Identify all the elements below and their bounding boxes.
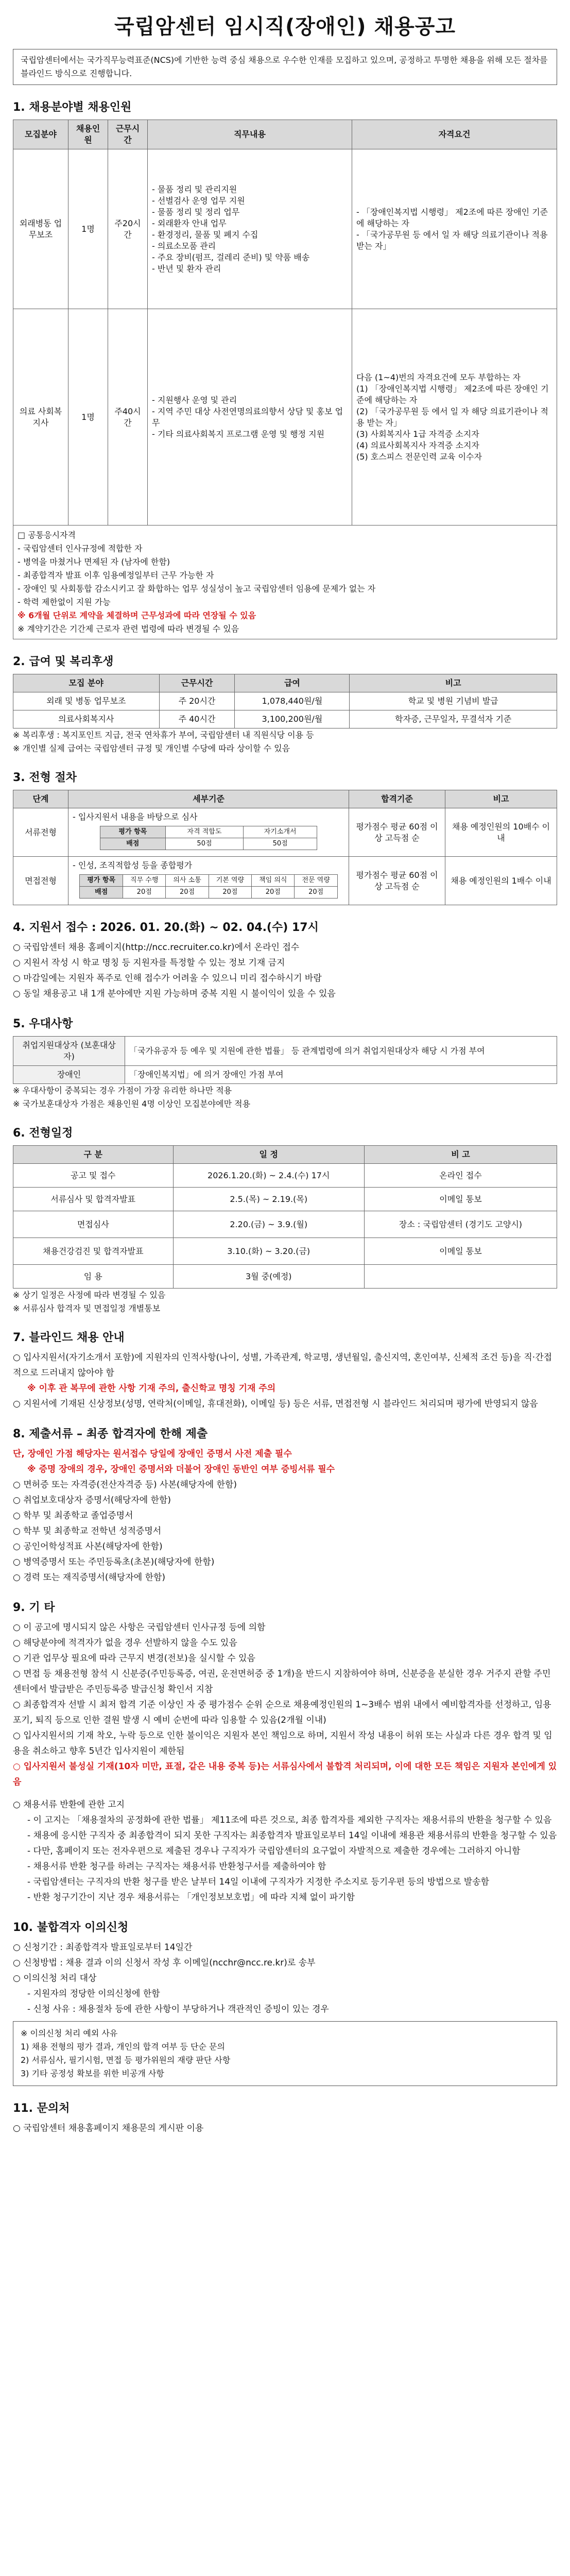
note-line: - 국립암센터 인사규정에 적합한 자 [18, 544, 143, 553]
table-cell: 다음 (1~4)번의 자격요건에 모두 부합하는 자 (1) 「장애인복지법 시행령」 제2조에 따른 장애인 기준에 해당하는 자 (2) 「국가공무원 등 에서 일 자 해당 의료기관이나 적용 받는 자」 (3) 사회복지사 1급 자격증 소지자 (4) 의료사회복지사 자격증 소지자 (5) 호스피스 전문인력 교육 이수자 [352, 309, 557, 526]
mini-cell: 평가 항목 [80, 875, 123, 887]
note-line: ※ 국가보훈대상자 가점은 채용인원 4명 이상인 모집분야에만 적용 [13, 1099, 251, 1109]
mini-cell: 배점 [80, 887, 123, 899]
detail-text: - 입사지원서 내용을 바탕으로 심사 [73, 812, 198, 822]
list-item: ○ 국립암센터 채용 홈페이지(http://ncc.recruiter.co.kr)에서 온라인 접수 [13, 942, 300, 953]
table-cell: 3월 중(예정) [173, 1265, 364, 1289]
list-item: ○ 이 공고에 명시되지 않은 사항은 국립암센터 인사규정 등에 의함 [13, 1622, 266, 1633]
section-11-title: 11. 문의처 [13, 2102, 70, 2115]
warning-text: 단, 장애인 가점 해당자는 원서접수 당일에 장애인 증명서 사전 제출 필수 [13, 1449, 292, 1459]
mini-cell: 50점 [165, 838, 243, 850]
note-line: ※ 서류심사 합격자 및 면접일정 개별통보 [13, 1303, 161, 1313]
list-item: ○ 병역증명서 또는 주민등록초(초본)(해당자에 한함) [13, 1557, 215, 1567]
mini-cell: 배점 [100, 838, 165, 850]
section-1-title: 1. 채용분야별 채용인원 [13, 101, 132, 114]
col-header: 구 분 [13, 1146, 174, 1164]
table-cell: - 지원행사 운영 및 관리 - 지역 주민 대상 사전연명의료의향서 상담 및 홍보 업무 - 기타 의료사회복지 프로그램 운영 및 행정 지원 [148, 309, 352, 526]
list-item: ○ 기관 업무상 필요에 따라 근무지 변경(전보)을 실시할 수 있음 [13, 1653, 255, 1664]
mini-cell: 의사 소통 [166, 875, 209, 887]
intro-box: 국립암센터에서는 국가직무능력표준(NCS)에 기반한 능력 중심 채용으로 우수한 인재를 모집하고 있으며, 공정하고 투명한 채용을 위해 모든 절차를 블라인드 방식으로 진행합니다. [13, 49, 557, 85]
col-header: 채용인원 [68, 120, 108, 149]
table-cell: 장애인 [13, 1066, 125, 1084]
col-header: 단계 [13, 790, 68, 808]
table-cell: 「장애인복지법」에 의거 장애인 가점 부여 [125, 1066, 557, 1084]
table-cell: 주 20시간 [159, 692, 235, 710]
list-item: - 반환 청구기간이 지난 경우 채용서류는 「개인정보보호법」에 따라 지체 없이 파기함 [27, 1892, 355, 1903]
table-cell: 서류전형 [13, 808, 68, 857]
table-cell: 이메일 통보 [364, 1188, 557, 1211]
schedule-table [13, 1145, 557, 1289]
list-item: ○ 지원서에 기재된 신상정보(성명, 연락처(이메일, 휴대전화), 이메일 등) 등은 서류, 면접전형 시 블라인드 처리되며 평가에 반영되지 않음 [13, 1399, 538, 1409]
col-header: 일 정 [173, 1146, 364, 1164]
table-cell: 1명 [68, 149, 108, 309]
list-item: - 채용서류 반환 청구를 하려는 구직자는 채용서류 반환청구서를 제출하여야 함 [27, 1861, 326, 1872]
warning-text: ※ 증명 장애의 경우, 장애인 증명서와 더불어 장애인 동반인 여부 증빙서류 필수 [27, 1464, 335, 1475]
note-line: ※ 계약기간은 기간제 근로자 관련 법령에 따라 변경될 수 있음 [18, 624, 239, 634]
table-cell: 학교 및 병원 기념비 발급 [350, 692, 557, 710]
list-item: ○ 입사지원서(자기소개서 포함)에 지원자의 인적사항(나이, 성별, 가족관계, 학교명, 생년월일, 출신지역, 혼인여부, 신체적 조건 등)을 직·간접적으로 드러내지 않아야 함 [13, 1352, 552, 1378]
table-cell: - 물품 정리 및 관리지원 - 선별검사 운영 업무 지원 - 물품 정리 및 정리 업무 - 외래환자 안내 업무 - 환경정리, 물품 및 폐지 수집 - 의료소모품 관리 - 주요 장비(펌프, 걸레리 준비) 및 약품 배송 - 반년 및 환자 관리 [148, 149, 352, 309]
box-line: 1) 채용 전형의 평가 결과, 개인의 합격 여부 등 단순 문의 [21, 2042, 225, 2052]
notes-cell [13, 526, 557, 639]
warning-text: ○ 입사지원서 불성실 기재(10자 미만, 표절, 같은 내용 중복 등)는 서류심사에서 불합격 처리되며, 이에 대한 모든 책임은 지원자 본인에게 있음 [13, 1761, 557, 1787]
mini-cell: 20점 [123, 887, 166, 899]
mini-cell: 자기소개서 [244, 826, 317, 838]
col-header: 자격요건 [352, 120, 557, 149]
section-7-title: 7. 블라인드 채용 안내 [13, 1331, 125, 1344]
col-header: 모집 분야 [13, 674, 160, 692]
col-header: 모집분야 [13, 120, 68, 149]
table-cell: 장소 : 국립암센터 (경기도 고양시) [364, 1211, 557, 1238]
table-cell: 의료사회복지사 [13, 710, 160, 728]
mini-cell: 20점 [295, 887, 337, 899]
mini-cell: 전문 역량 [295, 875, 337, 887]
score-table [79, 874, 338, 899]
table-cell: 2026.1.20.(화) ~ 2.4.(수) 17시 [173, 1164, 364, 1188]
col-header: 비고 [350, 674, 557, 692]
mini-cell: 20점 [209, 887, 251, 899]
list-item: ○ 이의신청 처리 대상 [13, 1973, 97, 1984]
table-cell: 2.5.(목) ~ 2.19.(목) [173, 1188, 364, 1211]
table-cell: 이메일 통보 [364, 1238, 557, 1265]
table-cell: 1,078,440원/월 [235, 692, 350, 710]
note-line: - 최종합격자 발표 이후 임용예정일부터 근무 가능한 자 [18, 570, 214, 580]
list-item: - 국립암센터는 구직자의 반환 청구를 받은 날부터 14일 이내에 구직자가 지정한 주소지로 등기우편 등의 방법으로 발송함 [27, 1877, 490, 1887]
table-cell: 공고 및 접수 [13, 1164, 174, 1188]
list-item: - 지원자의 정당한 이의신청에 한함 [27, 1989, 160, 1999]
mini-cell: 20점 [166, 887, 209, 899]
table-cell: 외래 및 병동 업무보조 [13, 692, 160, 710]
list-item: ○ 면허증 또는 자격증(전산자격증 등) 사본(해당자에 한함) [13, 1480, 237, 1490]
list-item: ○ 경력 또는 재직증명서(해당자에 한함) [13, 1572, 166, 1583]
mini-cell: 50점 [244, 838, 317, 850]
note-line: ※ 개인별 실제 급여는 국립암센터 규정 및 개인별 수당에 따라 상이할 수 있음 [13, 743, 290, 753]
section-9-title: 9. 기 타 [13, 1601, 55, 1614]
page-title: 국립암센터 임시직(장애인) 채용공고 [114, 15, 456, 39]
section-8-title: 8. 제출서류 – 최종 합격자에 한해 제출 [13, 1428, 208, 1440]
list-item: - 채용에 응시한 구직자 중 최종합격이 되지 못한 구직자는 최종합격자 발표일로부터 14일 이내에 채용관 채용서류의 반환을 청구할 수 있음 [27, 1831, 557, 1841]
section-4-title: 4. 지원서 접수 : 2026. 01. 20.(화) ~ 02. 04.(수) 17시 [13, 921, 319, 934]
table-cell: 온라인 접수 [364, 1164, 557, 1188]
table-cell: 1명 [68, 309, 108, 526]
table-cell [68, 857, 349, 905]
box-line: 3) 기타 공정성 확보를 위한 비공개 사항 [21, 2069, 164, 2078]
note-line: ※ 우대사항이 중복되는 경우 가점이 가장 유리한 하나만 적용 [13, 1086, 232, 1095]
process-table [13, 790, 557, 905]
list-item: ○ 취업보호대상자 증명서(해당자에 한함) [13, 1495, 171, 1505]
list-item: ○ 학부 및 최종학교 전학년 성적증명서 [13, 1526, 162, 1536]
table-cell: 3,100,200원/월 [235, 710, 350, 728]
note-red: ※ 6개월 단위로 계약을 체결하며 근무성과에 따라 연장될 수 있음 [18, 611, 256, 620]
mini-cell: 기본 역량 [209, 875, 251, 887]
table-cell: - 「장애인복지법 시행령」 제2조에 따른 장애인 기준에 해당하는 자 - 「국가공무원 등 에서 일 자 해당 의료기관이나 적용 받는 자」 [352, 149, 557, 309]
list-item: ○ 공인어학성적표 사본(해당자에 한함) [13, 1541, 163, 1552]
table-cell: 2.20.(금) ~ 3.9.(월) [173, 1211, 364, 1238]
table-cell: 3.10.(화) ~ 3.20.(금) [173, 1238, 364, 1265]
table-cell: 의료 사회복지사 [13, 309, 68, 526]
mini-cell: 평가 항목 [100, 826, 165, 838]
list-item: ○ 국립암센터 채용홈페이지 채용문의 게시판 이용 [13, 2123, 204, 2133]
list-item: ○ 동일 채용공고 내 1개 분야에만 지원 가능하며 중복 지원 시 불이익이 있을 수 있음 [13, 989, 336, 999]
recruit-table [13, 120, 557, 639]
table-cell: 학자증, 근무일자, 무결석자 기준 [350, 710, 557, 728]
list-item: - 다만, 홈페이지 또는 전자우편으로 제출된 경우나 구직자가 국립암센터의 요구없이 자발적으로 제출한 경우에는 그러하지 아니함 [27, 1846, 521, 1856]
col-header: 근무시간 [108, 120, 148, 149]
list-item: ○ 최종합격자 선발 시 최저 합격 기준 이상인 자 중 평가점수 순위 순으로 채용예정인원의 1~3배수 범위 내에서 예비합격자를 선정하고, 임용 포기, 퇴직 등으로 인한 결원 발생 시 예비 순번에 따라 임용할 수 있음(2개월 이내) [13, 1700, 551, 1725]
list-item: ○ 채용서류 반환에 관한 고지 [13, 1800, 125, 1810]
col-header: 직무내용 [148, 120, 352, 149]
list-item: ○ 신청방법 : 채용 결과 이의 신청서 작성 후 이메일(ncchr@ncc.re.kr)로 송부 [13, 1958, 316, 1968]
table-cell: 채용 예정인원의 1배수 이내 [445, 857, 557, 905]
section-10-title: 10. 불합격자 이의신청 [13, 1921, 129, 1934]
table-cell: 외래병동 업무보조 [13, 149, 68, 309]
col-header: 합격기준 [349, 790, 445, 808]
list-item: ○ 면접 등 채용전형 참석 시 신분증(주민등록증, 여권, 운전면허증 중 1개)을 반드시 지참하여야 하며, 신분증을 분실한 경우 거주지 관할 주민센터에서 발급받은 주민등록증 발급신청 확인서 지참 [13, 1669, 551, 1694]
table-cell: 임 용 [13, 1265, 174, 1289]
table-cell: 주40시간 [108, 309, 148, 526]
list-item: - 이 고지는 「채용절차의 공정화에 관한 법률」 제11조에 따른 것으로, 최종 합격자를 제외한 구직자는 채용서류의 반환을 청구할 수 있음 [27, 1815, 552, 1825]
list-item: - 신청 사유 : 채용절차 등에 관한 사항이 부당하거나 객관적인 증빙이 있는 경우 [27, 2004, 329, 2014]
note-line: □ 공통응시자격 [18, 530, 76, 540]
detail-text: - 인성, 조직적합성 등을 종합평가 [73, 860, 193, 870]
table-cell: 주20시간 [108, 149, 148, 309]
col-header: 세부기준 [68, 790, 349, 808]
mini-cell: 자격 적합도 [165, 826, 243, 838]
col-header: 비 고 [364, 1146, 557, 1164]
col-header: 급여 [235, 674, 350, 692]
list-item: ○ 입사지원서의 기재 착오, 누락 등으로 인한 불이익은 지원자 본인 책임으로 하며, 지원서 작성 내용이 허위 또는 사실과 다른 경우 합격 및 임용을 취소하고 향후 5년간 입사지원이 제한됨 [13, 1731, 552, 1756]
note-line: - 장애인 및 사회통합 감소시키고 잘 화합하는 업무 성실성이 높고 국립암센터 임용에 문제가 없는 자 [18, 584, 376, 594]
table-cell: 평가점수 평균 60점 이상 고득점 순 [349, 808, 445, 857]
mini-cell: 책임 의식 [252, 875, 295, 887]
table-cell: 취업지원대상자 (보훈대상자) [13, 1037, 125, 1066]
note-line: - 병역을 마쳤거나 면제된 자 (남자에 한함) [18, 557, 170, 567]
section-5-title: 5. 우대사항 [13, 1018, 73, 1030]
exception-box [13, 2021, 557, 2086]
table-cell: 주 40시간 [159, 710, 235, 728]
table-cell: 채용건강검진 및 합격자발표 [13, 1238, 174, 1265]
table-cell: 「국가유공자 등 예우 및 지원에 관한 법률」 등 관계법령에 의거 취업지원대상자 해당 시 가점 부여 [125, 1037, 557, 1066]
list-item: ○ 마감일에는 지원자 폭주로 인해 접수가 어려울 수 있으니 미리 접수하시기 바람 [13, 973, 322, 984]
list-item: ○ 학부 및 최종학교 졸업증명서 [13, 1511, 133, 1521]
table-cell: 면접전형 [13, 857, 68, 905]
section-6-title: 6. 전형일정 [13, 1127, 73, 1140]
list-item: ○ 해당분야에 적격자가 없을 경우 선발하지 않을 수도 있음 [13, 1638, 237, 1648]
box-line: 2) 서류심사, 필기시험, 면접 등 평가위원의 재량 판단 사항 [21, 2055, 231, 2065]
note-line: ※ 상기 일정은 사정에 따라 변경될 수 있음 [13, 1290, 166, 1300]
preference-table [13, 1036, 557, 1084]
mini-cell: 20점 [252, 887, 295, 899]
list-item: ○ 지원서 작성 시 학교 명칭 등 지원자를 특정할 수 있는 정보 기재 금지 [13, 958, 285, 968]
col-header: 근무시간 [159, 674, 235, 692]
note-line: ※ 복리후생 : 복지포인트 지급, 전국 연차휴가 부여, 국립암센터 내 직원식당 이용 등 [13, 730, 314, 740]
note-line: - 학력 제한없이 지원 가능 [18, 597, 111, 607]
section-2-title: 2. 급여 및 복리후생 [13, 655, 114, 668]
box-line: ※ 이의신청 처리 예외 사유 [21, 2028, 118, 2038]
table-cell: 서류심사 및 합격자발표 [13, 1188, 174, 1211]
mini-cell: 직무 수행 [123, 875, 166, 887]
section-3-title: 3. 전형 절차 [13, 771, 77, 784]
score-table [100, 826, 317, 850]
warning-text: ※ 이후 관 복무에 관한 사항 기재 주의, 출신학교 명칭 기재 주의 [27, 1383, 276, 1394]
table-cell [68, 808, 349, 857]
col-header: 비고 [445, 790, 557, 808]
table-cell: 평가점수 평균 60점 이상 고득점 순 [349, 857, 445, 905]
list-item: ○ 신청기간 : 최종합격자 발표일로부터 14일간 [13, 1942, 193, 1953]
table-cell: 면접심사 [13, 1211, 174, 1238]
salary-table [13, 674, 557, 728]
table-cell [364, 1265, 557, 1289]
table-cell: 채용 예정인원의 10배수 이내 [445, 808, 557, 857]
